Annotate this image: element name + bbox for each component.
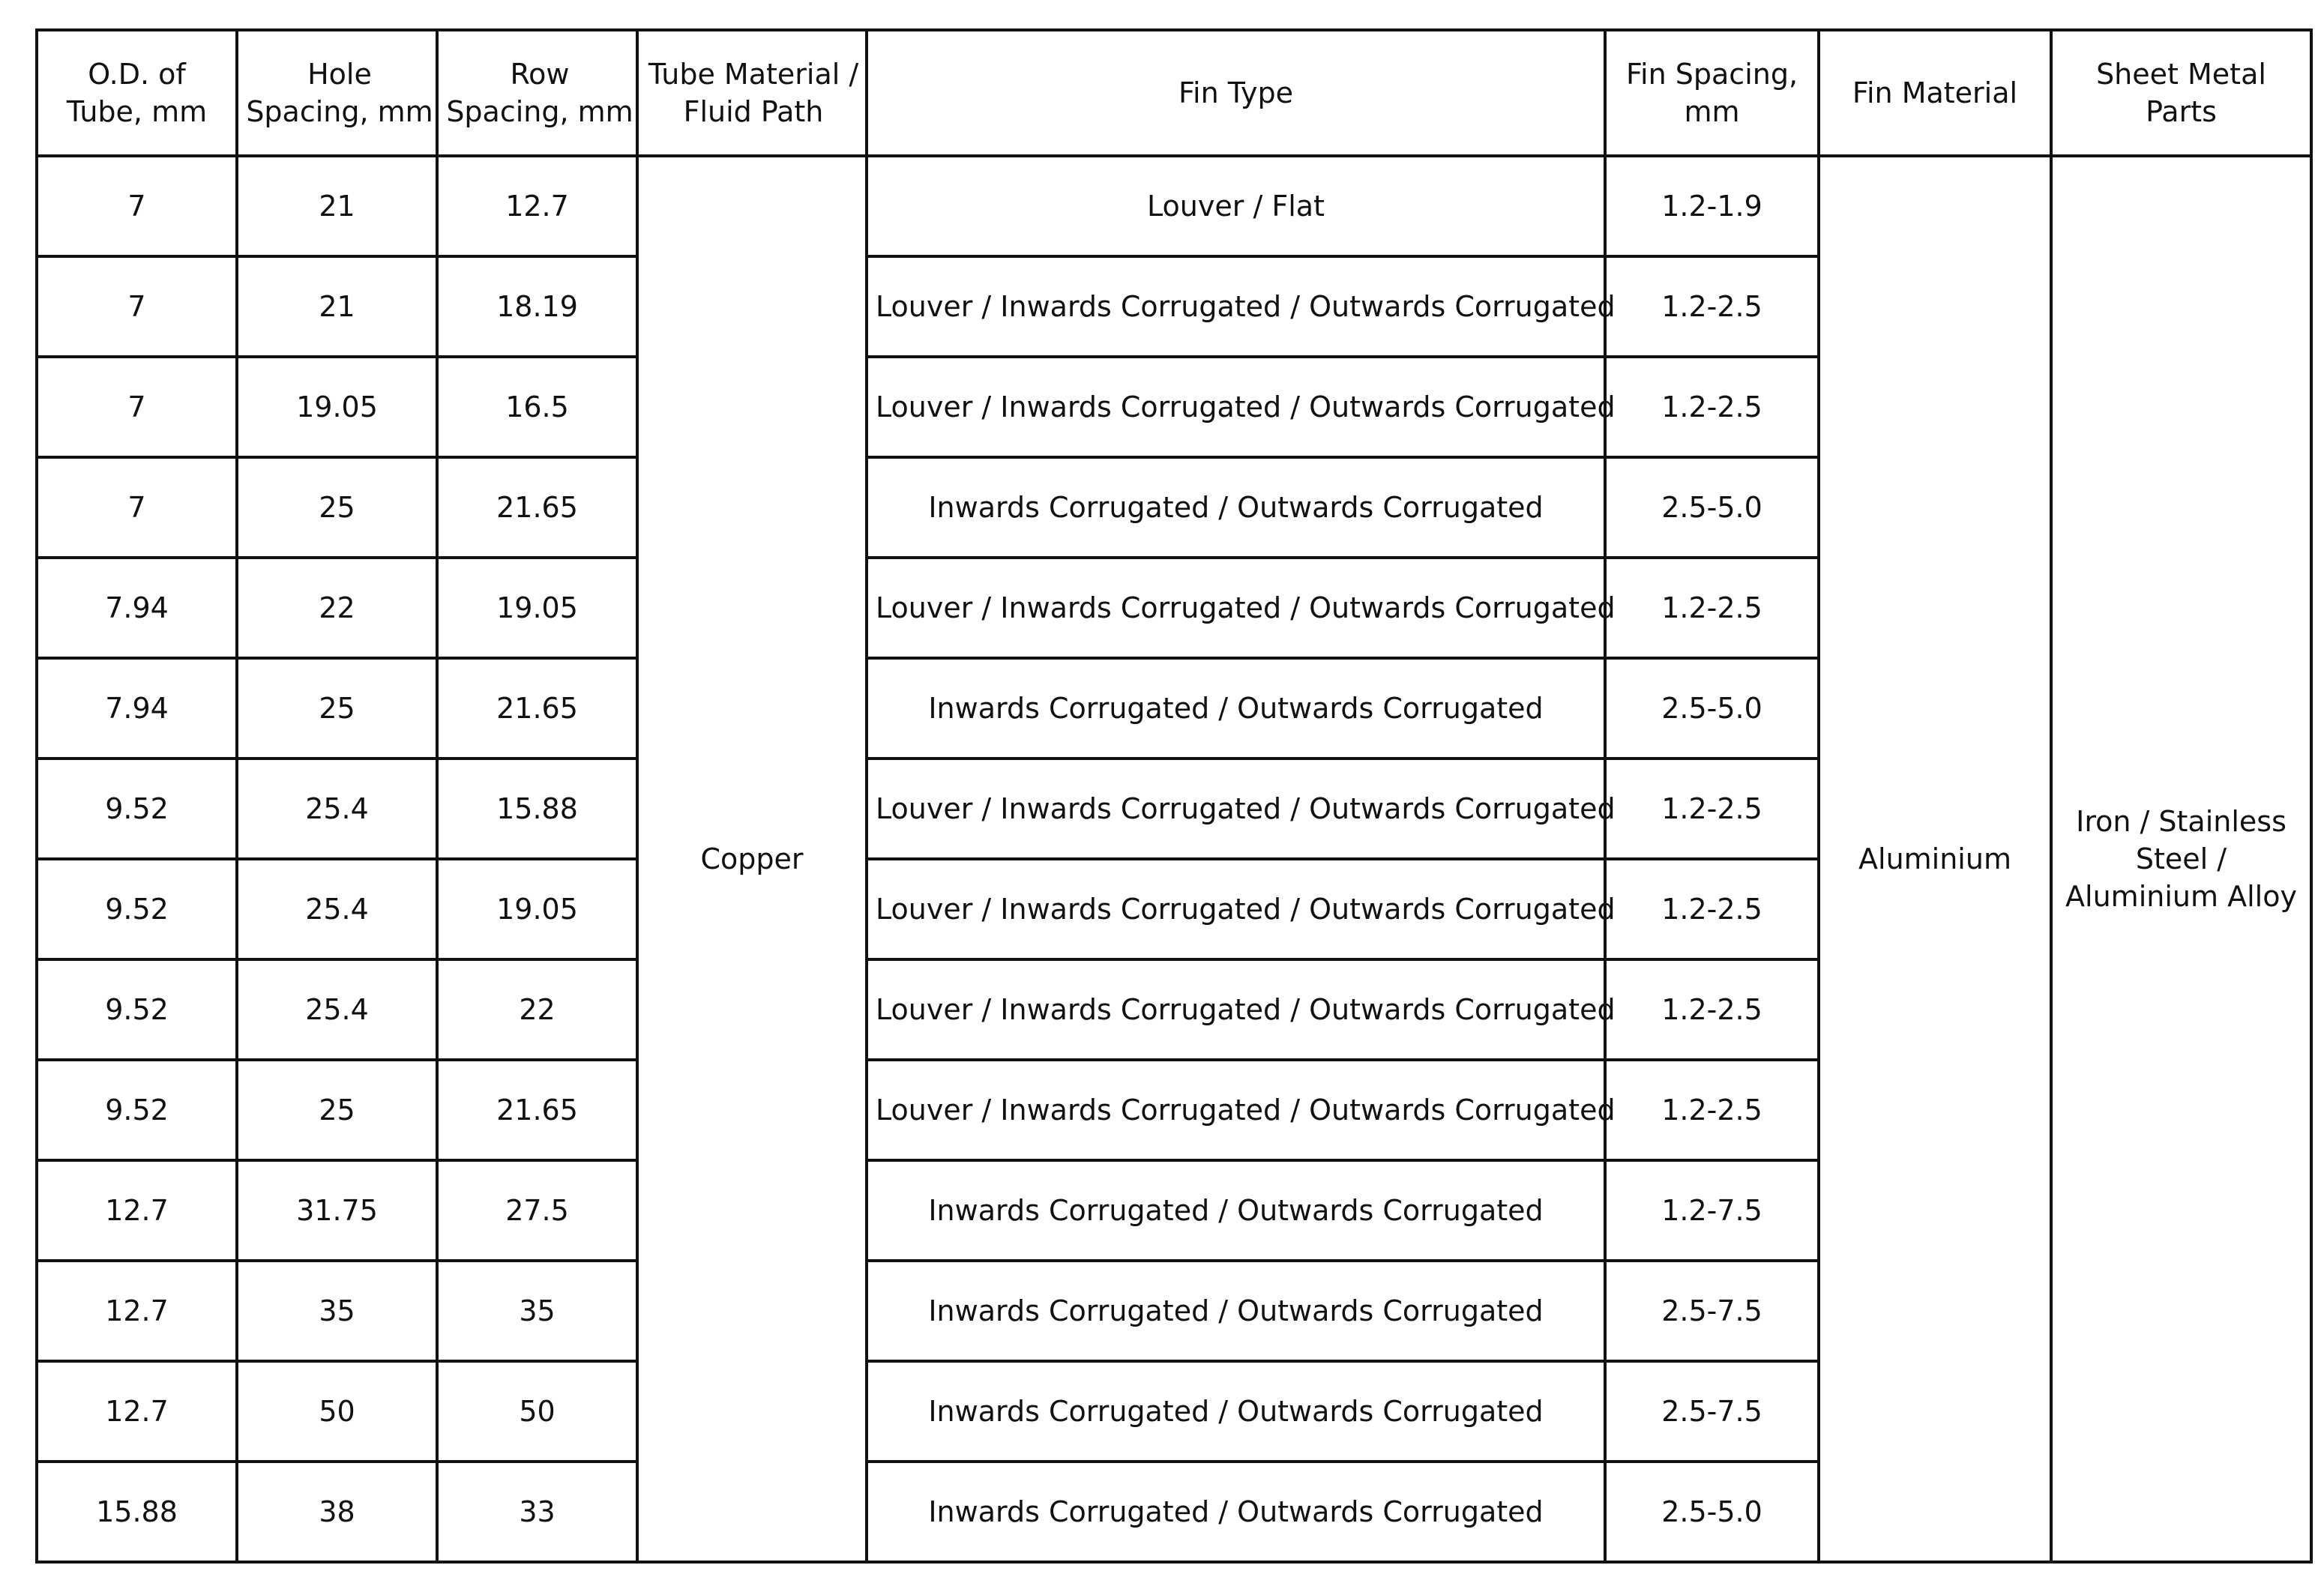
od-cell: 7 (37, 156, 237, 256)
table-body (37, 156, 2311, 1562)
row-spacing-cell: 27.5 (437, 1160, 637, 1261)
tube-material-cell (637, 156, 867, 1562)
fin-spacing-cell: 1.2-1.9 (1605, 156, 1819, 256)
tube-material-cell-text: Copper (700, 842, 804, 875)
od-cell: 9.52 (37, 759, 237, 859)
header-label: Fin Material (1852, 76, 2018, 109)
row-spacing-cell: 18.19 (437, 256, 637, 357)
fin-material-cell-text: Aluminium (1858, 842, 2011, 875)
fin-type-cell: Inwards Corrugated / Outwards Corrugated (867, 1462, 1605, 1562)
table-header-row (37, 30, 2311, 156)
header-sheet-metal-parts (2051, 30, 2311, 156)
fin-spacing-cell: 2.5-5.0 (1605, 457, 1819, 558)
fin-type-cell: Louver / Inwards Corrugated / Outwards Corrugated (867, 1060, 1605, 1160)
od-cell: 9.52 (37, 1060, 237, 1160)
hole-spacing-cell: 25 (237, 1060, 437, 1160)
row-spacing-cell: 35 (437, 1261, 637, 1361)
hole-spacing-cell: 25 (237, 658, 437, 759)
sheet-metal-parts-cell-text: Iron / Stainless Steel / Aluminium Alloy (2065, 804, 2297, 914)
fin-type-cell: Inwards Corrugated / Outwards Corrugated (867, 457, 1605, 558)
fin-spacing-cell: 1.2-2.5 (1605, 959, 1819, 1060)
hole-spacing-cell: 35 (237, 1261, 437, 1361)
hole-spacing-cell: 21 (237, 256, 437, 357)
fin-type-cell: Louver / Inwards Corrugated / Outwards Corrugated (867, 959, 1605, 1060)
row-spacing-cell: 19.05 (437, 558, 637, 658)
fin-type-cell: Inwards Corrugated / Outwards Corrugated (867, 658, 1605, 759)
hole-spacing-cell: 22 (237, 558, 437, 658)
row-spacing-cell: 12.7 (437, 156, 637, 256)
hole-spacing-cell: 25.4 (237, 759, 437, 859)
row-spacing-cell: 21.65 (437, 1060, 637, 1160)
fin-type-cell: Louver / Inwards Corrugated / Outwards Corrugated (867, 759, 1605, 859)
od-cell: 12.7 (37, 1361, 237, 1462)
od-cell: 9.52 (37, 959, 237, 1060)
fin-type-cell: Louver / Inwards Corrugated / Outwards Corrugated (867, 357, 1605, 457)
table-row (37, 156, 2311, 256)
header-fin-spacing (1605, 30, 1819, 156)
od-cell: 7 (37, 357, 237, 457)
header-label: Row Spacing, mm (446, 57, 633, 128)
header-fin-material (1819, 30, 2051, 156)
header-label: O.D. of Tube, mm (66, 57, 208, 128)
header-label: Fin Type (1178, 76, 1294, 109)
fin-type-cell: Inwards Corrugated / Outwards Corrugated (867, 1361, 1605, 1462)
fin-type-cell: Inwards Corrugated / Outwards Corrugated (867, 1160, 1605, 1261)
header-label: Hole Spacing, mm (246, 57, 433, 128)
header-tube-material (637, 30, 867, 156)
row-spacing-cell: 50 (437, 1361, 637, 1462)
header-hole-spacing (237, 30, 437, 156)
fin-material-cell (1819, 156, 2051, 1562)
fin-tube-spec-table (35, 28, 2313, 1564)
od-cell: 12.7 (37, 1261, 237, 1361)
fin-spacing-cell: 2.5-5.0 (1605, 1462, 1819, 1562)
row-spacing-cell: 21.65 (437, 457, 637, 558)
fin-type-cell: Louver / Inwards Corrugated / Outwards Corrugated (867, 558, 1605, 658)
header-label: Sheet Metal Parts (2096, 57, 2266, 128)
hole-spacing-cell: 50 (237, 1361, 437, 1462)
sheet-metal-parts-cell (2051, 156, 2311, 1562)
fin-spacing-cell: 1.2-2.5 (1605, 558, 1819, 658)
fin-type-cell: Inwards Corrugated / Outwards Corrugated (867, 1261, 1605, 1361)
od-cell: 12.7 (37, 1160, 237, 1261)
fin-spacing-cell: 1.2-2.5 (1605, 1060, 1819, 1160)
row-spacing-cell: 15.88 (437, 759, 637, 859)
row-spacing-cell: 16.5 (437, 357, 637, 457)
hole-spacing-cell: 21 (237, 156, 437, 256)
header-label: Fin Spacing, mm (1625, 57, 1798, 128)
fin-spacing-cell: 1.2-2.5 (1605, 256, 1819, 357)
row-spacing-cell: 22 (437, 959, 637, 1060)
row-spacing-cell: 33 (437, 1462, 637, 1562)
header-row-spacing (437, 30, 637, 156)
fin-spacing-cell: 2.5-5.0 (1605, 658, 1819, 759)
fin-spacing-cell: 1.2-2.5 (1605, 759, 1819, 859)
od-cell: 15.88 (37, 1462, 237, 1562)
fin-spacing-cell: 1.2-2.5 (1605, 357, 1819, 457)
hole-spacing-cell: 25 (237, 457, 437, 558)
fin-spacing-cell: 1.2-7.5 (1605, 1160, 1819, 1261)
hole-spacing-cell: 38 (237, 1462, 437, 1562)
hole-spacing-cell: 25.4 (237, 859, 437, 959)
hole-spacing-cell: 31.75 (237, 1160, 437, 1261)
od-cell: 9.52 (37, 859, 237, 959)
fin-type-cell: Louver / Inwards Corrugated / Outwards Corrugated (867, 859, 1605, 959)
od-cell: 7 (37, 457, 237, 558)
fin-spacing-cell: 1.2-2.5 (1605, 859, 1819, 959)
fin-spacing-cell: 2.5-7.5 (1605, 1361, 1819, 1462)
od-cell: 7.94 (37, 658, 237, 759)
header-label: Tube Material / Fluid Path (648, 57, 859, 128)
hole-spacing-cell: 25.4 (237, 959, 437, 1060)
row-spacing-cell: 21.65 (437, 658, 637, 759)
header-od-of-tube (37, 30, 237, 156)
fin-type-cell: Louver / Inwards Corrugated / Outwards Corrugated (867, 256, 1605, 357)
od-cell: 7.94 (37, 558, 237, 658)
od-cell: 7 (37, 256, 237, 357)
hole-spacing-cell: 19.05 (237, 357, 437, 457)
row-spacing-cell: 19.05 (437, 859, 637, 959)
header-fin-type (867, 30, 1605, 156)
fin-spacing-cell: 2.5-7.5 (1605, 1261, 1819, 1361)
fin-type-cell: Louver / Flat (867, 156, 1605, 256)
